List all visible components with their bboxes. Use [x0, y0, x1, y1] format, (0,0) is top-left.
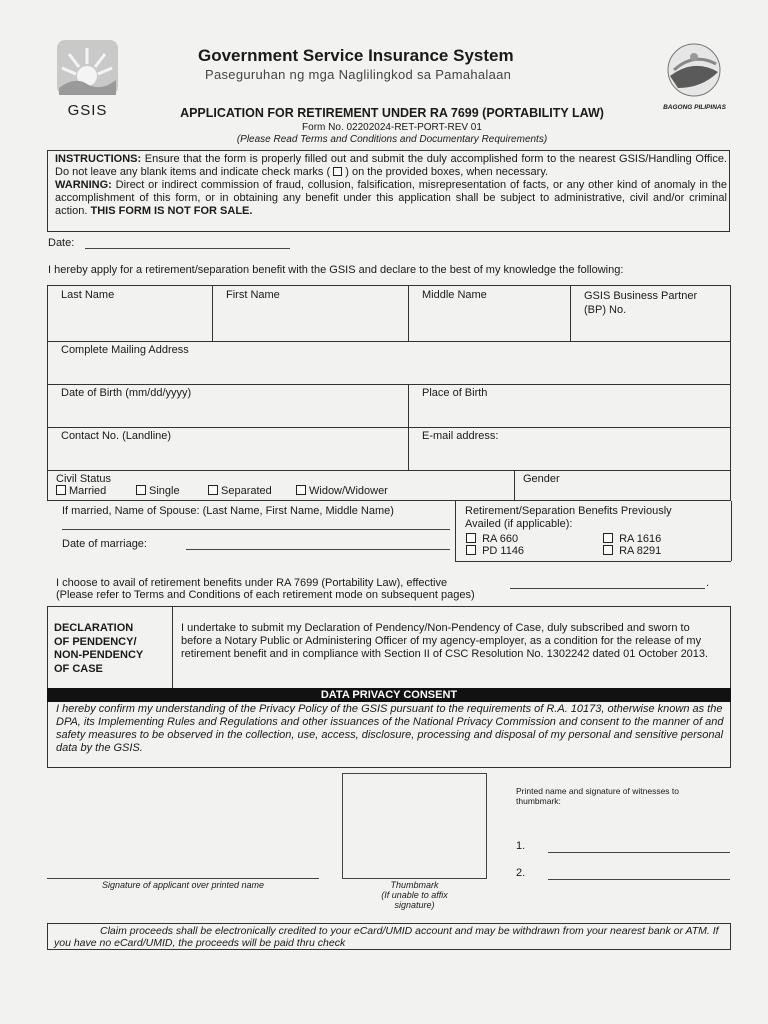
declaration-text: I undertake to submit my Declaration of Pendency/Non-Pendency of Case, duly subscribed and sworn to before a Notary Public or Administering Officer of my agency-employer, as a condition for the release of my retirement benefit and in compliance with Section II of CSC Resolution No. 1302242 dated 01 October 2013. [181, 622, 709, 660]
org-name: Government Service Insurance System [198, 46, 514, 65]
instructions-body-a: Ensure that the form is properly filled out and submit the duly accomplished form to the nearest GSIS/Handling Office. Do not leave any blank items and indicate check marks ( [55, 153, 727, 178]
declaration-label-2: OF PENDENCY/ [54, 635, 137, 648]
checkbox-pd1146[interactable] [466, 545, 524, 558]
option-pd1146-label: PD 1146 [482, 545, 525, 557]
form-note: (Please Read Terms and Conditions and Documentary Requirements) [236, 134, 548, 145]
first-name-field[interactable] [226, 289, 280, 302]
checkbox-icon [208, 485, 218, 495]
checkbox-widow[interactable] [296, 485, 388, 498]
witness-2-number: 2. [516, 867, 526, 879]
declaration-intro: I hereby apply for a retirement/separation benefit with the GSIS and declare to the best of my knowledge the following: [48, 264, 624, 276]
checkbox-icon [466, 545, 476, 555]
thumbmark-caption-2: (If unable to affix [381, 890, 448, 900]
choose-benefit-note: (Please refer to Terms and Conditions of each retirement mode on subsequent pages) [56, 589, 475, 601]
date-field[interactable] [85, 248, 290, 249]
applicant-signature-line[interactable] [47, 878, 319, 879]
date-of-birth-field[interactable] [61, 387, 191, 400]
previous-benefits-label-1: Retirement/Separation Benefits Previously [465, 505, 672, 517]
middle-name-label: Middle Name [422, 289, 487, 301]
spouse-name-field[interactable] [62, 529, 450, 530]
spouse-name-label: If married, Name of Spouse: (Last Name, First Name, Middle Name) [62, 505, 394, 517]
not-for-sale: THIS FORM IS NOT FOR SALE. [90, 205, 253, 217]
contact-number-label: Contact No. (Landline) [61, 430, 172, 442]
declaration-label-1: DECLARATION [54, 622, 134, 634]
declaration-label [54, 622, 143, 676]
mailing-address-field[interactable] [61, 344, 189, 357]
option-ra1616-label: RA 1616 [619, 533, 662, 545]
option-ra660-label: RA 660 [482, 533, 519, 545]
option-married-label: Married [69, 485, 107, 497]
email-label: E-mail address: [422, 430, 499, 442]
checkbox-icon [56, 485, 66, 495]
date-of-marriage-label: Date of marriage: [62, 538, 147, 550]
thumbmark-caption-1: Thumbmark [390, 880, 439, 890]
gender-field[interactable] [523, 473, 560, 486]
effective-date-field[interactable] [510, 588, 705, 589]
declaration-label-3: NON-PENDENCY [54, 649, 144, 661]
choose-benefit-text: I choose to avail of retirement benefits under RA 7699 (Portability Law), effective [56, 577, 448, 589]
warning-body: Direct or indirect commission of fraud, collusion, falsification, misrepresentation of facts, or any other kind of anomaly in the accomplishment of this form, or in obtaining any benefit under this application shall be subject to administrative, civil and/or criminal action. [55, 179, 728, 217]
checkbox-single[interactable] [136, 485, 180, 498]
previous-benefits-label-2: Availed (if applicable): [465, 518, 573, 530]
choose-period: . [706, 577, 710, 589]
thumbmark-caption-3: signature) [394, 900, 435, 910]
witness-1-number: 1. [516, 840, 526, 852]
checkbox-married[interactable] [56, 485, 106, 498]
privacy-heading: DATA PRIVACY CONSENT [320, 689, 458, 701]
checkbox-separated[interactable] [208, 485, 272, 498]
thumbmark-caption [342, 880, 487, 910]
form-title: APPLICATION FOR RETIREMENT UNDER RA 7699 (PORTABILITY LAW) [180, 106, 604, 120]
check-mark-example-box [333, 167, 342, 176]
privacy-heading-bar [47, 688, 731, 702]
checkbox-icon [136, 485, 146, 495]
witness-caption-1: Printed name and signature of witnesses to [516, 786, 680, 796]
declaration-label-4: OF CASE [54, 662, 103, 675]
bp-number-label-2: (BP) No. [584, 304, 627, 316]
checkbox-icon [603, 533, 613, 543]
gender-label: Gender [523, 473, 560, 485]
warning-label: WARNING: [55, 179, 112, 191]
email-field[interactable] [422, 430, 498, 443]
form-number: Form No. 02202024-RET-PORT-REV 01 [302, 122, 482, 133]
contact-number-field[interactable] [61, 430, 171, 443]
bagong-pilipinas-logo [652, 42, 737, 111]
option-separated-label: Separated [221, 485, 272, 497]
gsis-logo-text: GSIS [67, 102, 108, 119]
thumbmark-box[interactable] [342, 773, 487, 879]
bp-number-field[interactable] [584, 289, 697, 317]
applicant-signature-caption: Signature of applicant over printed name [101, 880, 265, 890]
last-name-label: Last Name [61, 289, 115, 301]
instructions-body-b: ) on the provided boxes, when necessary. [345, 166, 549, 178]
date-of-birth-label: Date of Birth (mm/dd/yyyy) [61, 387, 192, 399]
date-of-marriage-field[interactable] [186, 549, 450, 550]
witness-caption [516, 786, 679, 806]
witness-1-field[interactable] [548, 852, 730, 853]
bp-number-label-1: GSIS Business Partner [584, 290, 698, 302]
gsis-sun-icon [55, 40, 120, 96]
middle-name-field[interactable] [422, 289, 487, 302]
last-name-field[interactable] [61, 289, 114, 302]
gsis-logo [55, 40, 120, 119]
footer-note: Claim proceeds shall be electronically credited to your eCard/UMID account and may be withdrawn from your nearest bank or ATM. If you have no eCard/UMID, the proceeds will be paid thru check [54, 925, 719, 949]
checkbox-ra8291[interactable] [603, 545, 661, 558]
date-label: Date: [48, 237, 75, 249]
civil-status-label: Civil Status [56, 473, 112, 485]
instructions-text [55, 153, 727, 218]
bagong-pilipinas-caption: BAGONG PILIPINAS [663, 104, 726, 111]
org-subtitle: Paseguruhan ng mga Naglilingkod sa Pamahalaan [205, 67, 512, 82]
place-of-birth-label: Place of Birth [422, 387, 488, 399]
place-of-birth-field[interactable] [422, 387, 487, 400]
bagong-pilipinas-emblem-icon [652, 42, 737, 98]
instructions-label: INSTRUCTIONS: [55, 153, 142, 165]
privacy-text: I hereby confirm my understanding of the Privacy Policy of the GSIS pursuant to the requirements of R.A. 10173, otherwise known as the DPA, its Implementing Rules and Regulations and other issuances of the National Privacy Commission and consent to the manner of and safety measures to be observed in the collection, use, access, disclosure, processing and disposal of my personal and sensitive personal data by the GSIS. [56, 703, 724, 754]
witness-2-field[interactable] [548, 879, 730, 880]
option-single-label: Single [149, 485, 180, 497]
option-widow-label: Widow/Widower [309, 485, 388, 497]
checkbox-icon [466, 533, 476, 543]
first-name-label: First Name [226, 289, 280, 301]
previous-benefits-label [465, 505, 672, 531]
option-ra8291-label: RA 8291 [619, 545, 662, 557]
checkbox-icon [296, 485, 306, 495]
checkbox-icon [603, 545, 613, 555]
mailing-address-label: Complete Mailing Address [61, 344, 189, 356]
witness-caption-2: thumbmark: [516, 796, 561, 806]
